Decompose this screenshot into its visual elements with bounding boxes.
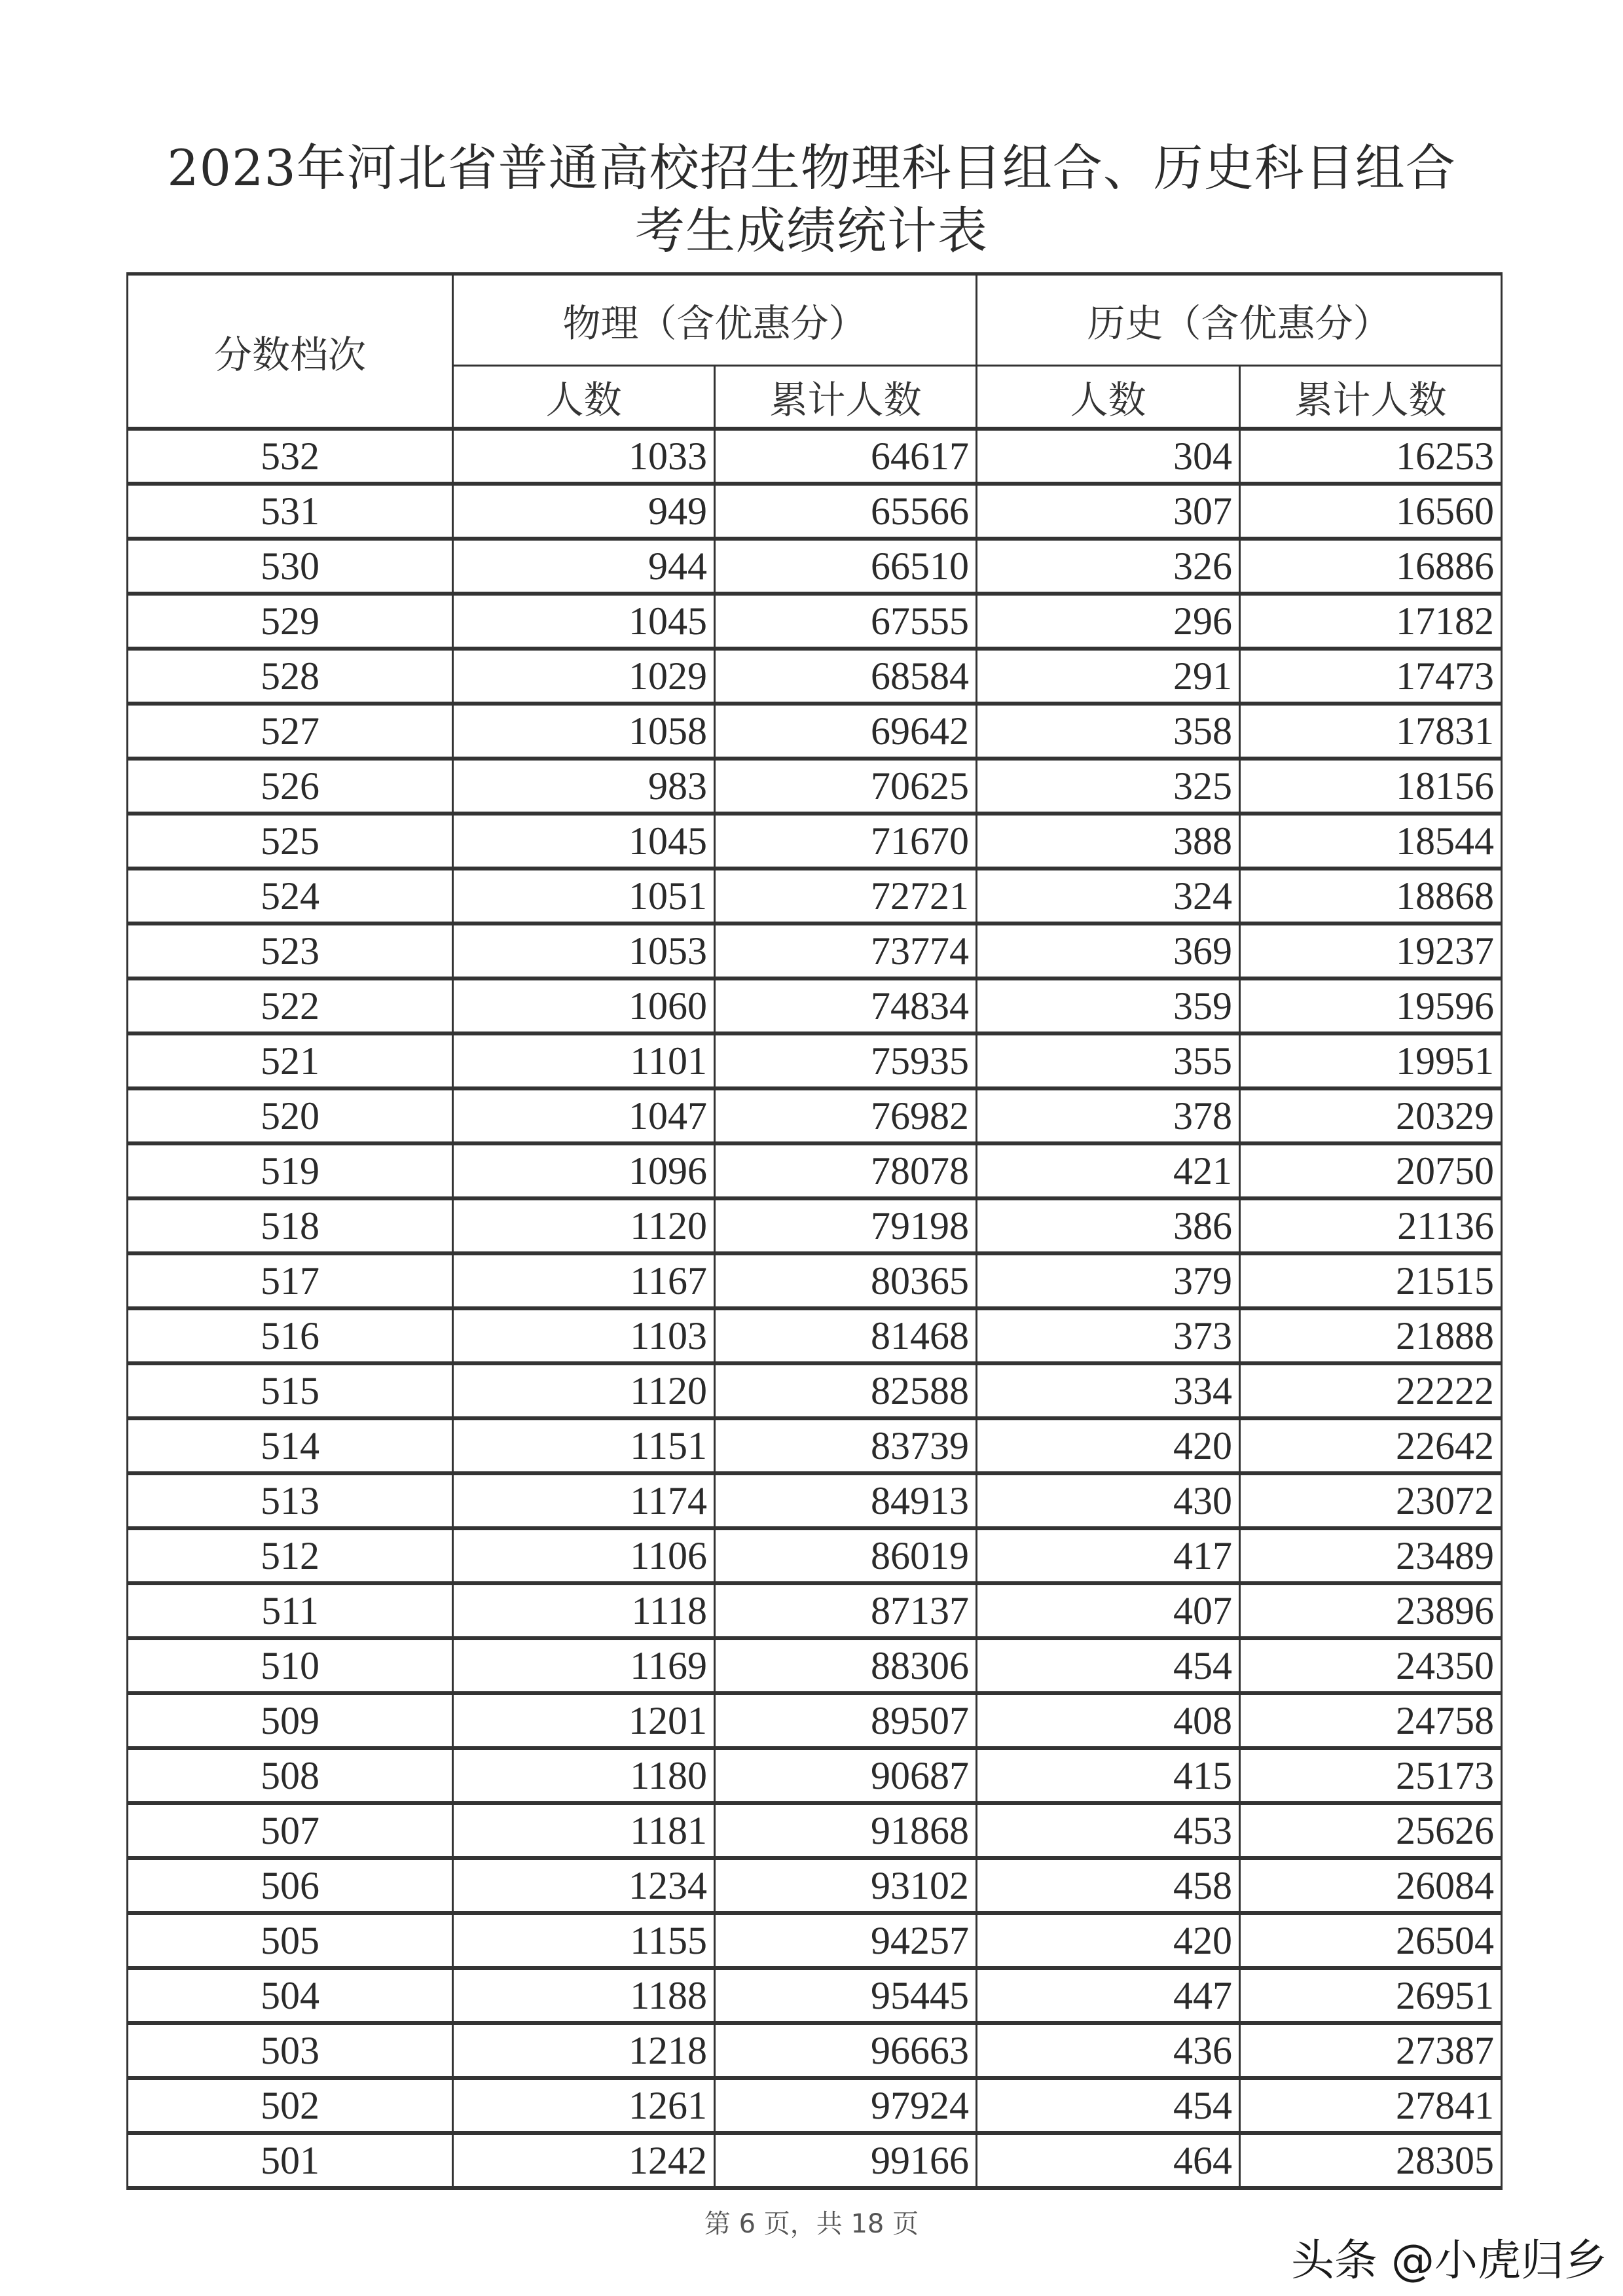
physics-count-cell: 1234: [453, 1858, 715, 1913]
header-score-band: 分数档次: [128, 274, 453, 429]
history-count-cell: 388: [977, 814, 1240, 869]
table-row: [128, 1418, 1502, 1473]
score-cell: 513: [128, 1473, 453, 1528]
table-row: [128, 759, 1502, 814]
score-cell: 503: [128, 2023, 453, 2078]
history-cumulative-cell: 20750: [1240, 1143, 1502, 1198]
table-row: [128, 1473, 1502, 1528]
watermark: 头条 @小虎归乡: [1291, 2235, 1607, 2286]
physics-cumulative-cell: 87137: [715, 1583, 977, 1638]
table-row: [128, 1088, 1502, 1143]
physics-cumulative-cell: 94257: [715, 1913, 977, 1968]
score-cell: 531: [128, 484, 453, 539]
history-count-cell: 324: [977, 869, 1240, 924]
table-row: [128, 1198, 1502, 1253]
physics-count-cell: 1167: [453, 1253, 715, 1308]
physics-count-cell: 944: [453, 539, 715, 594]
table-row: [128, 1803, 1502, 1858]
score-cell: 501: [128, 2133, 453, 2188]
physics-cumulative-cell: 73774: [715, 924, 977, 978]
score-cell: 520: [128, 1088, 453, 1143]
history-count-cell: 464: [977, 2133, 1240, 2188]
table-row: [128, 2023, 1502, 2078]
score-cell: 507: [128, 1803, 453, 1858]
score-cell: 502: [128, 2078, 453, 2133]
physics-cumulative-cell: 95445: [715, 1968, 977, 2023]
history-cumulative-cell: 18156: [1240, 759, 1502, 814]
history-cumulative-cell: 19951: [1240, 1033, 1502, 1088]
score-cell: 514: [128, 1418, 453, 1473]
table-row: [128, 924, 1502, 978]
history-cumulative-cell: 23896: [1240, 1583, 1502, 1638]
score-cell: 522: [128, 978, 453, 1033]
table-row: [128, 1363, 1502, 1418]
physics-count-cell: 1045: [453, 814, 715, 869]
history-count-cell: 373: [977, 1308, 1240, 1363]
history-cumulative-cell: 27387: [1240, 2023, 1502, 2078]
physics-count-cell: 1120: [453, 1198, 715, 1253]
score-statistics-table: [126, 272, 1503, 2190]
history-count-cell: 378: [977, 1088, 1240, 1143]
history-cumulative-cell: 18544: [1240, 814, 1502, 869]
physics-count-cell: 1218: [453, 2023, 715, 2078]
score-cell: 506: [128, 1858, 453, 1913]
header-history-count: 人数: [977, 366, 1240, 429]
history-cumulative-cell: 21136: [1240, 1198, 1502, 1253]
physics-cumulative-cell: 81468: [715, 1308, 977, 1363]
physics-cumulative-cell: 93102: [715, 1858, 977, 1913]
physics-count-cell: 1047: [453, 1088, 715, 1143]
score-cell: 516: [128, 1308, 453, 1363]
history-cumulative-cell: 25626: [1240, 1803, 1502, 1858]
physics-count-cell: 1181: [453, 1803, 715, 1858]
history-count-cell: 325: [977, 759, 1240, 814]
history-cumulative-cell: 18868: [1240, 869, 1502, 924]
score-cell: 523: [128, 924, 453, 978]
table-row: [128, 2078, 1502, 2133]
physics-count-cell: 1101: [453, 1033, 715, 1088]
physics-count-cell: 1120: [453, 1363, 715, 1418]
history-count-cell: 420: [977, 1913, 1240, 1968]
table-row: [128, 1693, 1502, 1748]
table-row: [128, 1858, 1502, 1913]
score-cell: 529: [128, 594, 453, 649]
history-count-cell: 291: [977, 649, 1240, 704]
score-cell: 505: [128, 1913, 453, 1968]
header-physics-cumulative: 累计人数: [715, 366, 977, 429]
physics-count-cell: 1180: [453, 1748, 715, 1803]
score-cell: 511: [128, 1583, 453, 1638]
document-title-line-1: 2023年河北省普通高校招生物理科目组合、历史科目组合: [167, 139, 1456, 197]
physics-cumulative-cell: 91868: [715, 1803, 977, 1858]
score-cell: 525: [128, 814, 453, 869]
history-cumulative-cell: 21515: [1240, 1253, 1502, 1308]
table-row: [128, 814, 1502, 869]
physics-count-cell: 1169: [453, 1638, 715, 1693]
history-cumulative-cell: 17473: [1240, 649, 1502, 704]
physics-count-cell: 1242: [453, 2133, 715, 2188]
score-cell: 528: [128, 649, 453, 704]
table-row: [128, 1913, 1502, 1968]
score-cell: 524: [128, 869, 453, 924]
score-cell: 504: [128, 1968, 453, 2023]
table-row: [128, 1528, 1502, 1583]
table-row: [128, 2133, 1502, 2188]
history-count-cell: 304: [977, 429, 1240, 484]
score-cell: 517: [128, 1253, 453, 1308]
page-number-footer: 第 6 页，共 18 页: [704, 2209, 919, 2239]
table-header-row-groups: [128, 274, 1502, 366]
history-count-cell: 358: [977, 704, 1240, 759]
physics-count-cell: 1188: [453, 1968, 715, 2023]
physics-count-cell: 1058: [453, 704, 715, 759]
history-count-cell: 369: [977, 924, 1240, 978]
physics-cumulative-cell: 65566: [715, 484, 977, 539]
history-cumulative-cell: 16560: [1240, 484, 1502, 539]
history-count-cell: 296: [977, 594, 1240, 649]
table-row: [128, 704, 1502, 759]
score-cell: 512: [128, 1528, 453, 1583]
history-count-cell: 436: [977, 2023, 1240, 2078]
physics-cumulative-cell: 97924: [715, 2078, 977, 2133]
physics-cumulative-cell: 96663: [715, 2023, 977, 2078]
table-row: [128, 429, 1502, 484]
header-physics-count: 人数: [453, 366, 715, 429]
document-title-line-2: 考生成绩统计表: [635, 202, 988, 260]
table-row: [128, 649, 1502, 704]
physics-count-cell: 1045: [453, 594, 715, 649]
history-count-cell: 421: [977, 1143, 1240, 1198]
physics-cumulative-cell: 69642: [715, 704, 977, 759]
score-cell: 526: [128, 759, 453, 814]
history-cumulative-cell: 16253: [1240, 429, 1502, 484]
history-cumulative-cell: 28305: [1240, 2133, 1502, 2188]
physics-cumulative-cell: 72721: [715, 869, 977, 924]
physics-cumulative-cell: 89507: [715, 1693, 977, 1748]
score-cell: 518: [128, 1198, 453, 1253]
physics-count-cell: 1106: [453, 1528, 715, 1583]
history-cumulative-cell: 23072: [1240, 1473, 1502, 1528]
physics-cumulative-cell: 76982: [715, 1088, 977, 1143]
history-cumulative-cell: 24350: [1240, 1638, 1502, 1693]
physics-count-cell: 1033: [453, 429, 715, 484]
history-cumulative-cell: 27841: [1240, 2078, 1502, 2133]
table-row: [128, 869, 1502, 924]
table-row: [128, 1308, 1502, 1363]
physics-cumulative-cell: 90687: [715, 1748, 977, 1803]
physics-count-cell: 1201: [453, 1693, 715, 1748]
history-count-cell: 454: [977, 2078, 1240, 2133]
physics-count-cell: 1155: [453, 1913, 715, 1968]
physics-count-cell: 1103: [453, 1308, 715, 1363]
physics-cumulative-cell: 84913: [715, 1473, 977, 1528]
history-count-cell: 408: [977, 1693, 1240, 1748]
history-count-cell: 386: [977, 1198, 1240, 1253]
physics-cumulative-cell: 80365: [715, 1253, 977, 1308]
history-cumulative-cell: 22222: [1240, 1363, 1502, 1418]
score-cell: 521: [128, 1033, 453, 1088]
physics-cumulative-cell: 64617: [715, 429, 977, 484]
history-cumulative-cell: 17182: [1240, 594, 1502, 649]
history-cumulative-cell: 16886: [1240, 539, 1502, 594]
table-row: [128, 1638, 1502, 1693]
table-row: [128, 1968, 1502, 2023]
table-row: [128, 484, 1502, 539]
history-count-cell: 379: [977, 1253, 1240, 1308]
score-cell: 509: [128, 1693, 453, 1748]
physics-count-cell: 1174: [453, 1473, 715, 1528]
table-row: [128, 1033, 1502, 1088]
table-row: [128, 1253, 1502, 1308]
header-history-cumulative: 累计人数: [1240, 366, 1502, 429]
history-count-cell: 359: [977, 978, 1240, 1033]
table-row: [128, 1583, 1502, 1638]
physics-cumulative-cell: 86019: [715, 1528, 977, 1583]
physics-cumulative-cell: 75935: [715, 1033, 977, 1088]
score-cell: 532: [128, 429, 453, 484]
history-cumulative-cell: 19596: [1240, 978, 1502, 1033]
history-cumulative-cell: 24758: [1240, 1693, 1502, 1748]
history-count-cell: 307: [977, 484, 1240, 539]
history-cumulative-cell: 22642: [1240, 1418, 1502, 1473]
header-history-group: 历史（含优惠分）: [977, 274, 1502, 366]
history-cumulative-cell: 19237: [1240, 924, 1502, 978]
history-count-cell: 458: [977, 1858, 1240, 1913]
physics-cumulative-cell: 88306: [715, 1638, 977, 1693]
history-count-cell: 454: [977, 1638, 1240, 1693]
history-count-cell: 453: [977, 1803, 1240, 1858]
history-cumulative-cell: 23489: [1240, 1528, 1502, 1583]
score-cell: 519: [128, 1143, 453, 1198]
physics-cumulative-cell: 74834: [715, 978, 977, 1033]
history-cumulative-cell: 20329: [1240, 1088, 1502, 1143]
physics-cumulative-cell: 83739: [715, 1418, 977, 1473]
history-cumulative-cell: 21888: [1240, 1308, 1502, 1363]
table-row: [128, 594, 1502, 649]
history-count-cell: 326: [977, 539, 1240, 594]
physics-count-cell: 1051: [453, 869, 715, 924]
physics-cumulative-cell: 67555: [715, 594, 977, 649]
history-count-cell: 447: [977, 1968, 1240, 2023]
history-cumulative-cell: 17831: [1240, 704, 1502, 759]
header-physics-group: 物理（含优惠分）: [453, 274, 977, 366]
table-row: [128, 1748, 1502, 1803]
history-cumulative-cell: 26084: [1240, 1858, 1502, 1913]
history-count-cell: 417: [977, 1528, 1240, 1583]
physics-cumulative-cell: 82588: [715, 1363, 977, 1418]
physics-cumulative-cell: 70625: [715, 759, 977, 814]
table-row: [128, 1143, 1502, 1198]
history-cumulative-cell: 25173: [1240, 1748, 1502, 1803]
physics-count-cell: 1029: [453, 649, 715, 704]
physics-count-cell: 983: [453, 759, 715, 814]
physics-cumulative-cell: 79198: [715, 1198, 977, 1253]
history-count-cell: 420: [977, 1418, 1240, 1473]
physics-cumulative-cell: 99166: [715, 2133, 977, 2188]
physics-cumulative-cell: 78078: [715, 1143, 977, 1198]
history-cumulative-cell: 26504: [1240, 1913, 1502, 1968]
physics-count-cell: 1261: [453, 2078, 715, 2133]
physics-count-cell: 1060: [453, 978, 715, 1033]
physics-count-cell: 949: [453, 484, 715, 539]
physics-cumulative-cell: 71670: [715, 814, 977, 869]
physics-count-cell: 1151: [453, 1418, 715, 1473]
physics-count-cell: 1118: [453, 1583, 715, 1638]
score-cell: 527: [128, 704, 453, 759]
history-count-cell: 334: [977, 1363, 1240, 1418]
history-count-cell: 355: [977, 1033, 1240, 1088]
history-count-cell: 415: [977, 1748, 1240, 1803]
physics-cumulative-cell: 68584: [715, 649, 977, 704]
table-row: [128, 978, 1502, 1033]
physics-count-cell: 1053: [453, 924, 715, 978]
table-row: [128, 539, 1502, 594]
history-count-cell: 430: [977, 1473, 1240, 1528]
history-cumulative-cell: 26951: [1240, 1968, 1502, 2023]
score-cell: 510: [128, 1638, 453, 1693]
score-cell: 530: [128, 539, 453, 594]
history-count-cell: 407: [977, 1583, 1240, 1638]
score-cell: 508: [128, 1748, 453, 1803]
physics-cumulative-cell: 66510: [715, 539, 977, 594]
table-body: [128, 429, 1502, 2188]
score-cell: 515: [128, 1363, 453, 1418]
physics-count-cell: 1096: [453, 1143, 715, 1198]
